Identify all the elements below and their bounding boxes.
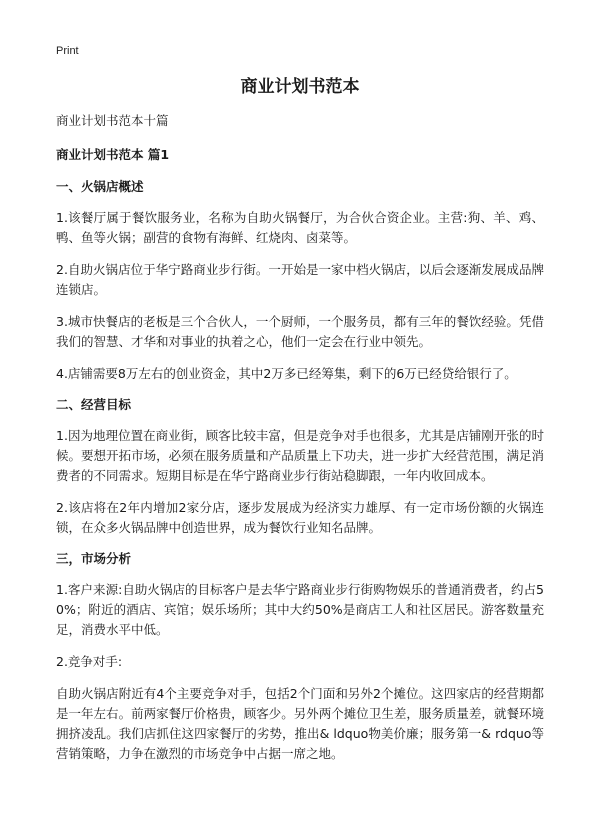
document-title: 商业计划书范本: [240, 77, 360, 97]
paragraph: 3.城市快餐店的老板是三个合伙人，一个厨师，一个服务员，都有三年的餐饮经验。凭借我们的智慧、才华和对事业的执着之心，他们一定会在行业中领先。: [56, 314, 544, 349]
paragraph: 2.竞争对手:: [56, 654, 123, 669]
paragraph: 2.自助火锅店位于华宁路商业步行街。一开始是一家中档火锅店，以后会逐渐发展成品牌连锁店。: [56, 262, 544, 297]
paragraph: 1.因为地理位置在商业街，顾客比较丰富，但是竞争对手也很多，尤其是店铺刚开张的时候。要想开拓市场，必须在服务质量和产品质量上下功夫，进一步扩大经营范围，满足消费者的不同需求。短期目标是在华宁路商业步行街站稳脚跟，一年内收回成本。: [56, 428, 544, 483]
section-overview: [56, 178, 544, 384]
paragraph: 1.该餐厅属于餐饮服务业，名称为自助火锅餐厅，为合伙合资企业。主营:狗、羊、鸡、鸭、鱼等火锅；副营的食物有海鲜、红烧肉、卤菜等。: [56, 210, 544, 245]
section-heading: 一、火锅店概述: [56, 179, 144, 194]
paragraph: 4.店铺需要8万左右的创业资金，其中2万多已经筹集，剩下的6万已经贷给银行了。: [56, 366, 517, 381]
document-subtitle: 商业计划书范本十篇: [56, 113, 169, 128]
paragraph: 自助火锅店附近有4个主要竞争对手，包括2个门面和另外2个摊位。这四家店的经营期都是一年左右。前两家餐厅价格贵，顾客少。另外两个摊位卫生差，服务质量差，就餐环境拥挤凌乱。我们店抓住这四家餐厅的劣势，推出& ldquo物美价廉；服务第一& rdquo等营销策略，力争在激烈的市场竞争中占据一席之地。: [56, 686, 544, 761]
section-market-analysis: [56, 550, 544, 764]
paragraph: 2.该店将在2年内增加2家分店，逐步发展成为经济实力雄厚、有一定市场份额的火锅连锁，在众多火锅品牌中创造世界，成为餐饮行业知名品牌。: [56, 500, 544, 535]
paragraph: 1.客户来源:自助火锅店的目标客户是去华宁路商业步行街购物娱乐的普通消费者，约占50%；附近的酒店、宾馆；娱乐场所；其中大约50%是商店工人和社区居民。游客数量充足，消费水平中低。: [56, 582, 544, 637]
section-heading: 三，市场分析: [56, 551, 132, 566]
section-goals: [56, 396, 544, 538]
part-title: 商业计划书范本 篇1: [56, 147, 170, 162]
section-heading: 二、经营目标: [56, 397, 132, 412]
print-label: Print: [56, 45, 79, 57]
